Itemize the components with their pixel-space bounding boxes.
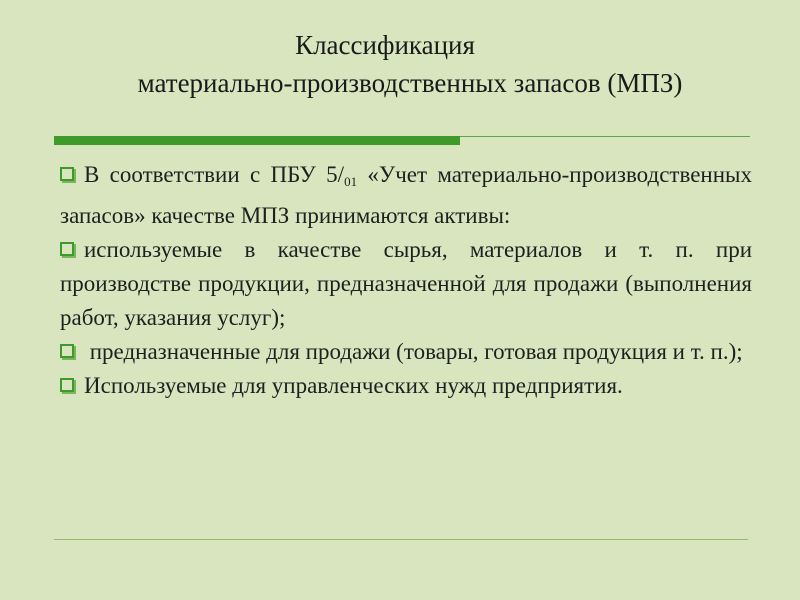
bullet-item-raw-materials (60, 233, 752, 335)
bullet-item-pbu (60, 158, 752, 233)
bullet-text-subscript: 01 (344, 174, 358, 189)
bullet-text: Используемые для управленческих нужд предприятия. (84, 373, 623, 398)
bullet-list (60, 158, 752, 403)
checkbox-square-icon (60, 378, 74, 392)
bullet-item-for-sale (60, 335, 752, 369)
bullet-item-management-needs (60, 369, 752, 403)
checkbox-square-icon (60, 167, 74, 181)
title-line-2: материально-производственных запасов (МПЗ) (137, 68, 683, 98)
title-line-1: Классификация (295, 30, 475, 60)
bullet-text: предназначенные для продажи (товары, готовая продукция и т. п.); (84, 339, 743, 364)
divider-thick-bar (54, 136, 460, 145)
checkbox-square-icon (60, 242, 74, 256)
bullet-text: используемые в качестве сырья, материалов и т. п. при производстве продукции, предназначенной для продажи (выполнения работ, указания услуг); (60, 237, 752, 330)
title-divider (54, 136, 750, 148)
bullet-text-post: «Учет материально-производственных запасов» качестве МПЗ принимаются активы: (60, 162, 752, 228)
slide-title (0, 26, 800, 102)
bottom-divider (54, 539, 748, 540)
bullet-text-pre: В соответствии с ПБУ 5/ (84, 162, 345, 187)
checkbox-square-icon (60, 344, 74, 358)
